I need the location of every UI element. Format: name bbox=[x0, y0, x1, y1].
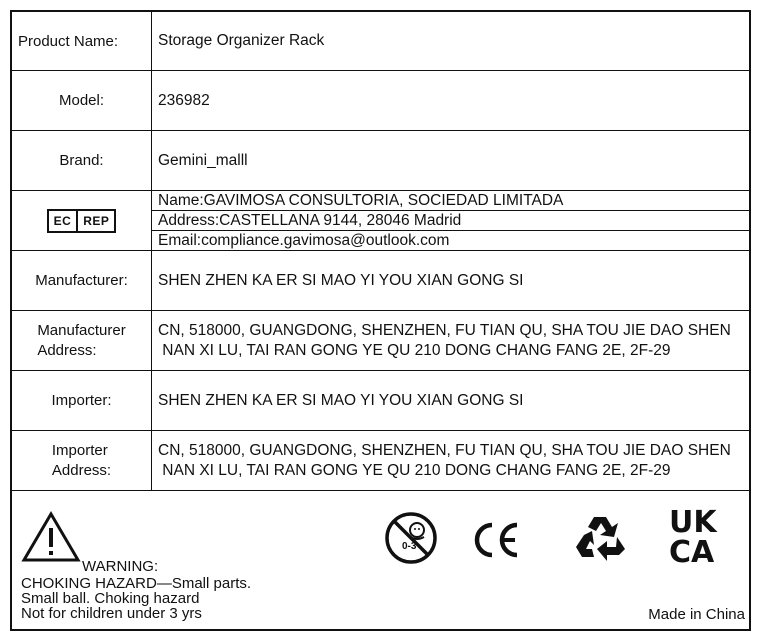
manufacturer-value: SHEN ZHEN KA ER SI MAO YI YOU XIAN GONG SI bbox=[158, 271, 524, 289]
model-label: Model: bbox=[12, 71, 152, 130]
manufacturer-address-line1: CN, 518000, GUANGDONG, SHENZHEN, FU TIAN QU, SHA TOU JIE DAO SHEN bbox=[158, 321, 731, 339]
product-name-value: Storage Organizer Rack bbox=[158, 32, 325, 49]
ec-rep-address: Address:CASTELLANA 9144, 28046 Madrid bbox=[152, 211, 751, 231]
footer bbox=[12, 491, 751, 631]
manufacturer-address-label bbox=[12, 311, 152, 370]
ukca-line1: UK bbox=[669, 505, 717, 540]
manufacturer-address-line2: NAN XI LU, TAI RAN GONG YE QU 210 DONG CHANG FANG 2E, 2F-29 bbox=[158, 341, 671, 359]
no-under-3-icon bbox=[384, 511, 438, 565]
importer-address-line1: CN, 518000, GUANGDONG, SHENZHEN, FU TIAN QU, SHA TOU JIE DAO SHEN bbox=[158, 441, 731, 459]
manufacturer-address-label-line2: Address: bbox=[37, 341, 97, 359]
row-importer bbox=[12, 371, 751, 431]
manufacturer-address-value bbox=[158, 311, 751, 370]
ec-rep-name: Name:GAVIMOSA CONSULTORIA, SOCIEDAD LIMITADA bbox=[152, 191, 751, 211]
importer-address-value bbox=[158, 431, 751, 490]
row-product-name bbox=[12, 12, 751, 71]
ec-rep-email: Email:compliance.gavimosa@outlook.com bbox=[158, 232, 450, 249]
manufacturer-label: Manufacturer: bbox=[12, 251, 152, 310]
importer-address-label bbox=[12, 431, 152, 490]
importer-address-label-line1: Importer bbox=[51, 441, 108, 459]
importer-value: SHEN ZHEN KA ER SI MAO YI YOU XIAN GONG SI bbox=[158, 391, 524, 409]
warning-line2: Small ball. Choking hazard bbox=[21, 590, 200, 607]
product-label bbox=[10, 10, 751, 631]
row-manufacturer bbox=[12, 251, 751, 311]
model-value: 236982 bbox=[158, 91, 210, 109]
importer-address-label-line2: Address: bbox=[51, 461, 112, 479]
row-importer-address bbox=[12, 431, 751, 491]
recycle-icon bbox=[572, 513, 630, 563]
importer-label: Importer: bbox=[12, 371, 152, 430]
ce-mark-icon bbox=[474, 521, 520, 559]
row-manufacturer-address bbox=[12, 311, 751, 371]
ec-rep-symbol-left: EC bbox=[53, 213, 72, 228]
warning-line1: CHOKING HAZARD—Small parts. bbox=[21, 575, 252, 592]
ukca-line2: CA bbox=[669, 535, 715, 565]
warning-triangle-icon bbox=[21, 511, 81, 563]
ec-rep-icon bbox=[47, 209, 117, 233]
warning-line3: Not for children under 3 yrs bbox=[21, 605, 202, 622]
ec-rep-symbol-cell bbox=[12, 191, 152, 250]
manufacturer-address-label-line1: Manufacturer bbox=[37, 321, 126, 339]
importer-address-line2: NAN XI LU, TAI RAN GONG YE QU 210 DONG CHANG FANG 2E, 2F-29 bbox=[158, 461, 671, 479]
age-mark-text: 0-3 bbox=[402, 541, 417, 552]
ukca-mark-icon bbox=[667, 505, 733, 565]
brand-value: Gemini_malll bbox=[158, 151, 248, 169]
row-model bbox=[12, 71, 751, 131]
ec-rep-symbol-right: REP bbox=[76, 211, 114, 231]
made-in-text: Made in China bbox=[648, 606, 745, 623]
product-name-label: Product Name: bbox=[12, 12, 152, 70]
row-ec-rep bbox=[12, 191, 751, 251]
brand-label: Brand: bbox=[12, 131, 152, 190]
warning-title: WARNING: bbox=[82, 558, 159, 575]
row-brand bbox=[12, 131, 751, 191]
